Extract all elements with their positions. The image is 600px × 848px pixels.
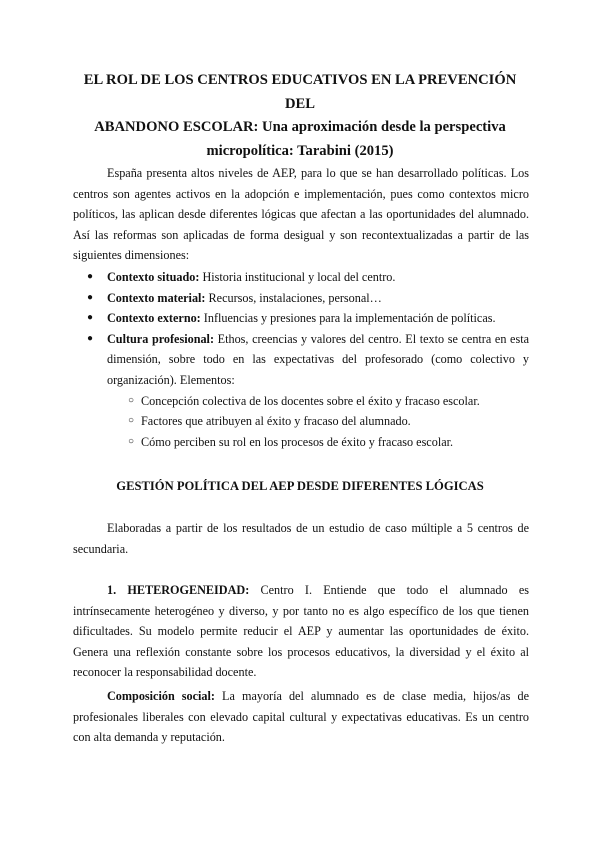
list-item xyxy=(73,329,529,453)
dimension-label: Cultura profesional: xyxy=(107,331,215,346)
title-line-1: EL ROL DE LOS CENTROS EDUCATIVOS EN LA PREVENCIÓN DEL xyxy=(83,72,517,112)
elements-sublist xyxy=(107,391,529,453)
list-item xyxy=(73,267,529,288)
composition-paragraph xyxy=(73,686,529,748)
title-line-3: micropolítica: Tarabini (2015) xyxy=(206,142,394,159)
list-item: ○ Factores que atribuyen al éxito y fracaso del alumnado. xyxy=(73,411,529,432)
list-item: ○ Concepción colectiva de los docentes sobre el éxito y fracaso escolar. xyxy=(73,391,529,412)
bullet-icon: ● xyxy=(87,332,94,344)
list-item xyxy=(73,288,529,309)
dimension-text: Historia institucional y local del centro. xyxy=(199,270,396,284)
dimension-label: Contexto situado: xyxy=(107,270,200,284)
dimension-label: Contexto material: xyxy=(107,290,206,305)
dimension-text: Ethos, creencias y valores del centro. El texto se centra en esta dimensión, sobre todo en las expectativas del profesorado (como colectivo y organización). Elementos: xyxy=(107,331,529,387)
list-item: ○ Cómo perciben su rol en los procesos de éxito y fracaso escolar. xyxy=(73,432,529,453)
composition-text: La mayoría del alumnado es de clase media, hijos/as de profesionales liberales con elevado capital cultural y expectativas educativas. Es un centro con alta demanda y reputación. xyxy=(73,689,529,745)
item-label: 1. HETEROGENEIDAD: xyxy=(107,583,250,597)
bullet-icon: ● xyxy=(87,271,94,282)
dimension-text: Influencias y presiones para la implementación de políticas. xyxy=(200,311,496,326)
section-intro-paragraph: Elaboradas a partir de los resultados de un estudio de caso múltiple a 5 centros de secundaria. xyxy=(73,521,529,556)
document-title xyxy=(70,69,530,163)
section-heading: GESTIÓN POLÍTICA DEL AEP DESDE DIFERENTES LÓGICAS xyxy=(116,479,484,493)
title-line-2: ABANDONO ESCOLAR: Una aproximación desde la perspectiva xyxy=(94,119,506,135)
dimension-text: Recursos, instalaciones, personal… xyxy=(205,290,382,305)
circle-bullet-icon: ○ xyxy=(128,415,135,427)
item-text: Centro I. Entiende que todo el alumnado es intrínsecamente heterogéneo y diverso, y por tanto no es algo específico de los que tienen dificultades. Su modelo permite reducir el AEP y aumentar las oportunidades de éxito. Genera una reflexión constante sobre los procesos educativos, la diversidad y el éxito al reconocer la responsabilidad docente. xyxy=(73,583,529,680)
circle-bullet-icon: ○ xyxy=(128,435,135,447)
bullet-icon: ● xyxy=(87,312,94,324)
dimensions-list xyxy=(73,267,529,452)
bullet-icon: ● xyxy=(87,291,94,303)
heterogeneity-paragraph xyxy=(73,580,529,683)
circle-bullet-icon: ○ xyxy=(128,394,135,406)
composition-label: Composición social: xyxy=(107,689,215,703)
intro-paragraph: España presenta altos niveles de AEP, para lo que se han desarrollado políticas. Los centros son agentes activos en la adopción e implementación, pues como contextos micro políticos, las aplican desde diferentes lógicas que afectan a las oportunidades del alumnado. Así las reformas son aplicadas de forma desigual y son recontextualizadas a partir de las siguientes dimensiones: xyxy=(73,166,529,263)
list-item xyxy=(73,308,529,329)
dimension-label: Contexto externo: xyxy=(107,311,201,326)
